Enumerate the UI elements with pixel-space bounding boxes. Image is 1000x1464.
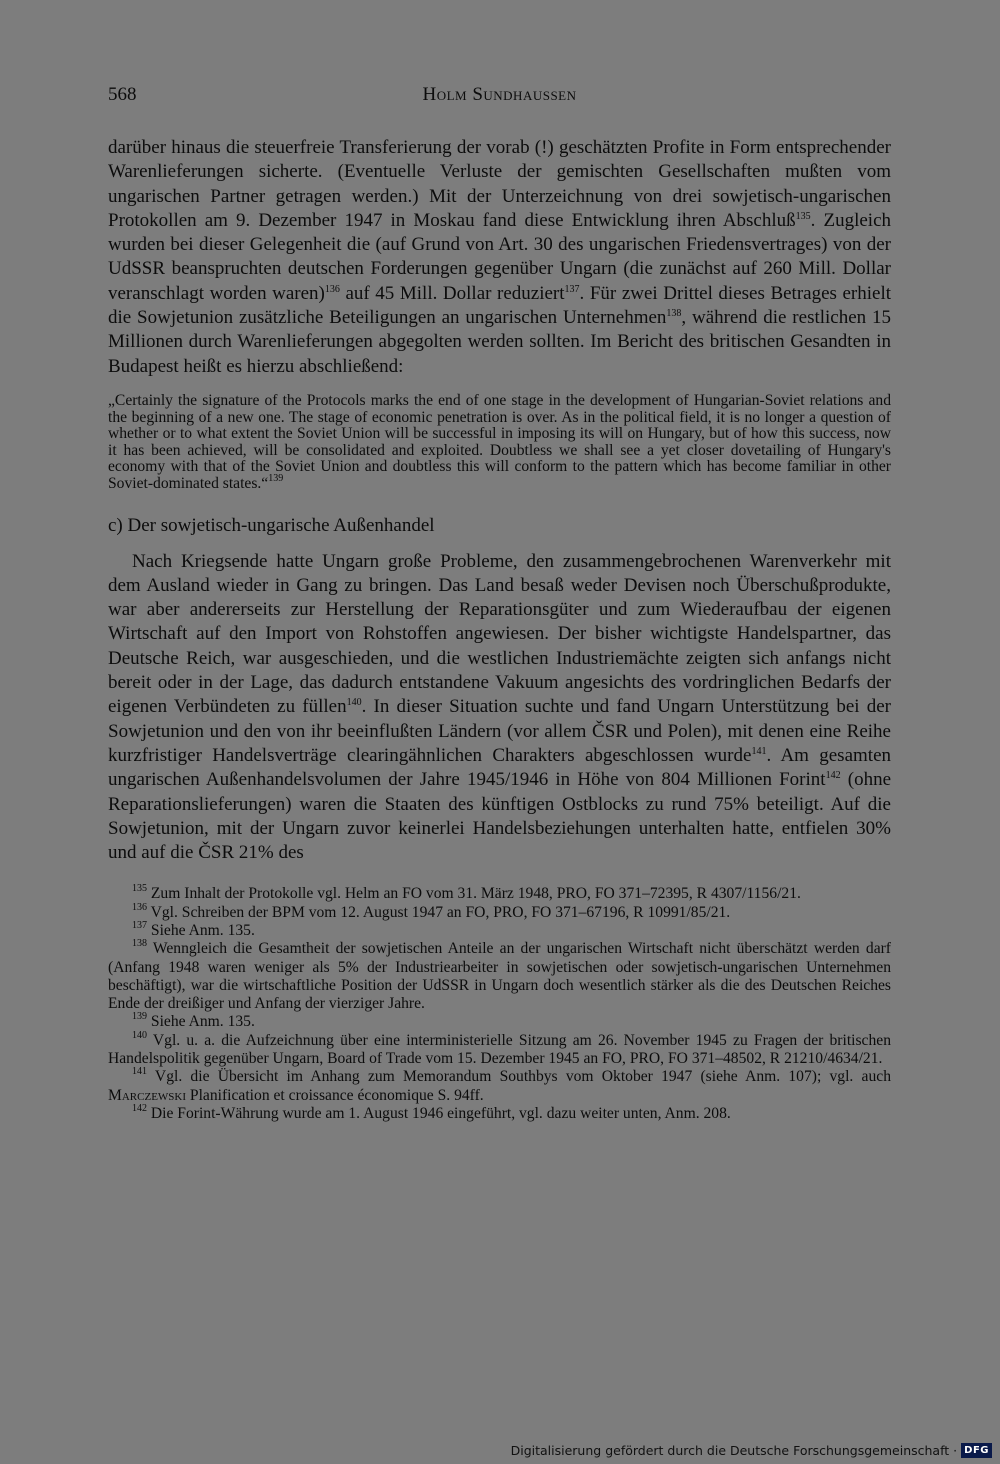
footnote-text: Die Forint-Währung wurde am 1. August 1946 eingeführt, vgl. dazu weiter unten, Anm. 208. [147, 1104, 731, 1122]
footnote-ref: 140 [346, 697, 362, 709]
paragraph-text: . Für zwei Drittel dieses Betrages erhielt die Sowjetunion zusätzliche Beteiligungen an ungarischen Unternehmen [108, 282, 892, 329]
footnote-135 [108, 885, 891, 903]
paragraph-text: . Am gesamten ungarischen Außenhandelsvolumen der Jahre 1945/1946 in Höhe von 804 Millionen Forint [108, 744, 891, 791]
footnote-text: Vgl. Schreiben der BPM vom 12. August 1947 an FO, PRO, FO 371–67196, R 10991/85/21. [147, 903, 731, 921]
footnote-text: Siehe Anm. 135. [147, 921, 255, 939]
footnote-number: 135 [132, 883, 147, 895]
paragraph-text: (ohne Reparationslieferungen) waren die Staaten des künftigen Ostblocks zu rund 75% beteiligt. Auf die Sowjetunion, mit der Ungarn zuvor keinerlei Handelsbeziehungen unterhalten hatte, entfielen 30% und auf die ČSR 21% des [108, 769, 892, 864]
paragraph-text: Nach Kriegsende hatte Ungarn große Probleme, den zusammengebrochenen Warenverkehr mit dem Ausland wieder in Gang zu bringen. Das Land besaß weder Devisen noch Überschußprodukte, war aber andererseits zur Herstellung der Reparationsgüter und zum Wiederaufbau der eigenen Wirtschaft auf den Import von Rohstoffen angewiesen. Der bisher wichtigste Handelspartner, das Deutsche Reich, war ausgeschieden, und die westlichen Industriemächte zeigten sich anfangs nicht bereit oder in der Lage, das dadurch entstandene Vakuum angesichts des vordringlichen Bedarfs der eigenen Verbündeten zu füllen [108, 550, 891, 718]
block-quote [108, 393, 891, 493]
book-page [108, 84, 891, 1123]
footnote-ref: 136 [324, 283, 340, 295]
paragraph-text: darüber hinaus die steuerfreie Transferierung der vorab (!) geschätzten Profite in Form entsprechender Warenlieferungen sicherte. (Eventuelle Verluste der gemischten Gesellschaften mußten vom ungarischen Partner getragen werden.) Mit der Unterzeichnung von drei sowjetisch-ungarischen Protokollen am 9. Dezember 1947 in Moskau fand diese Entwicklung ihren Abschluß [108, 137, 891, 231]
footnote-ref: 137 [564, 283, 580, 295]
credit-text: Digitalisierung gefördert durch die Deutsche Forschungsgemeinschaft [510, 1443, 950, 1458]
footnote-text: Siehe Anm. 135. [147, 1013, 255, 1031]
footnote-ref: 142 [825, 770, 841, 782]
page-number: 568 [108, 84, 137, 105]
footnote-number: 140 [132, 1029, 147, 1041]
footnote-138 [108, 940, 891, 1013]
main-text [108, 136, 891, 865]
footnote-text: Vgl. die Übersicht im Anhang zum Memorandum Southbys vom Oktober 1947 (siehe Anm. 107); vgl. auch [147, 1068, 891, 1086]
paragraph [108, 550, 891, 866]
dfg-logo: DFG [961, 1443, 992, 1458]
author-name: Marczewski [108, 1086, 187, 1104]
paragraph-text: . In dieser Situation suchte und fand Ungarn Unterstützung bei der Sowjetunion und den von ihr beeinflußten Ländern (vor allem ČSR und Polen), mit denen eine Reihe kurzfristiger Handelsverträge clearingähnlichen Charakters abgeschlossen wurde [108, 696, 891, 766]
paragraph-text: , während die restlichen 15 Millionen durch Warenlieferungen abgegolten werden sollten. Im Bericht des britischen Gesandten in Budapest heißt es hierzu abschließend: [108, 307, 892, 377]
footnote-141 [108, 1068, 891, 1105]
quote-text: „Certainly the signature of the Protocols marks the end of one stage in the development of Hungarian-Soviet relations and the beginning of a new one. The stage of economic penetration is over. As in the political field, it is no longer a question of whether or to what extent the Soviet Union will be successful in imposing its will on Hungary, but of how this success, now it has been achieved, will be consolidated and exploited. Doubtless we shall see a yet closer dovetailing of Hungary's economy with that of the Soviet Union and doubtless this will conform to the pattern which has become familiar in other Soviet-dominated states.“ [108, 391, 891, 492]
footnote-ref: 135 [795, 210, 811, 222]
footnote-text: Wenngleich die Gesamtheit der sowjetischen Anteile an der ungarischen Wirtschaft nicht überschätzt werden darf (Anfang 1948 waren weniger als 5% der Industriearbeiter in sowjetischen oder sowjetisch-ungarischen Unternehmen beschäftigt), war die wirtschaftliche Position der UdSSR in Ungarn doch wesentlich stärker als die des Deutschen Reiches Ende der dreißiger und Anfang der vierziger Jahre. [108, 940, 891, 1013]
footnote-ref: 139 [268, 472, 284, 484]
footnote-text: Planification et croissance économique S. 94ff. [186, 1086, 484, 1104]
digitization-credit [511, 1443, 992, 1458]
footnote-number: 139 [132, 1011, 147, 1023]
footnote-text: Vgl. u. a. die Aufzeichnung über eine interministerielle Sitzung am 26. November 1945 zu Fragen der britischen Handelspolitik gegenüber Ungarn, Board of Trade vom 15. Dezember 1945 an FO, PRO, FO 371–48502, R 21210/4634/21. [108, 1031, 891, 1068]
footnote-number: 141 [132, 1066, 147, 1078]
footnote-ref: 141 [751, 745, 767, 757]
footnote-number: 138 [132, 938, 147, 950]
page-header [108, 84, 891, 112]
credit-separator: · [953, 1443, 958, 1458]
footnote-number: 142 [132, 1102, 147, 1114]
footnote-text: Zum Inhalt der Protokolle vgl. Helm an FO vom 31. März 1948, PRO, FO 371–72395, R 4307/1156/21. [147, 885, 801, 903]
section-heading: c) Der sowjetisch-ungarische Außenhandel [108, 514, 435, 536]
paragraph-text: . Zugleich wurden bei dieser Gelegenheit die (auf Grund von Art. 30 des ungarischen Friedensvertrages) von der UdSSR beanspruchten deutschen Forderungen gegenüber Ungarn (die zunächst auf 260 Mill. Dollar veranschlagt worden waren) [108, 209, 892, 304]
footnote-number: 137 [132, 919, 147, 931]
footnote-ref: 138 [666, 308, 682, 320]
paragraph-continued [108, 136, 891, 379]
footnote-142 [108, 1102, 891, 1123]
footnote-139 [108, 1013, 891, 1031]
paragraph-text: auf 45 Mill. Dollar reduziert [339, 282, 565, 304]
running-title: Holm Sundhaussen [422, 84, 577, 105]
footnote-136 [108, 901, 891, 922]
footnotes [108, 885, 891, 1123]
footnote-140 [108, 1029, 891, 1069]
footnote-number: 136 [132, 901, 147, 913]
footnote-137 [108, 919, 891, 940]
